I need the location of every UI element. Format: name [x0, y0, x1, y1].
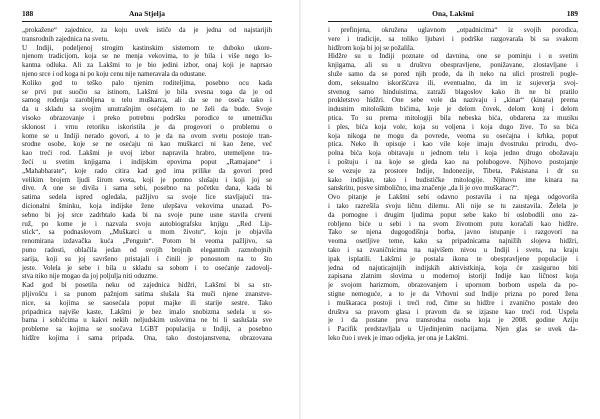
text-line: samog rođenja zarobljena u telu muškarca, ali da se ne oseća tako i — [22, 96, 272, 105]
text-line: leko čuo i uvek je imao odjeka, jer ona je Lakšmi. — [328, 333, 468, 342]
text-line: njenom tradicijom, koja se ne menja vekovima, to je bila i više nego lo- — [22, 52, 272, 61]
text-line: robljeno biće u sebi i na svom životnom putu koračali kao hidžre. — [328, 219, 578, 228]
text-line: hidžre kojima i sama pripada. Ona, tako dostojanstvena, obrazovana — [22, 333, 272, 342]
text-line: Tako se njena dugogodišnja borba, javno istupanje i razgovori na — [328, 228, 578, 237]
text-line: ptica. Neko ih opisuje i kao vile koje imaju dvostruku prirodu, dvo- — [328, 140, 578, 149]
text-line: tako i sa zvaničnicima na najvišem nivou u Indiji i svetu, na kraju — [328, 245, 578, 254]
running-head-title: Ona, Lakšmi — [432, 9, 474, 18]
text-line: srodne osobe, koje se ne osećaju ni kao muškarci ni kao žene, već — [22, 140, 272, 149]
running-head-author: Ana Stjelja — [128, 9, 166, 18]
text-line: stigne nemoguće, a to je da Vrhovni sud Indije prizna po pored žena — [328, 289, 578, 298]
text-line: Hidžre su u Indiji poznate od davnina, one se pominju i u svetim — [328, 52, 578, 61]
text-line: puno radosti, oblačila jedan od svojih brojnih elegantnih raznobojnih — [22, 245, 272, 254]
text-line: i Pacifik predstavljala u Ujedinjenim nacijama. Njen glas se uvek da- — [328, 325, 578, 334]
page-number-right: 189 — [566, 9, 578, 18]
text-line: pljivošću i sa punom pažnjom satima slušala šta muči njene znanstve- — [22, 289, 272, 298]
text-line: i muškaraca postoji i treći rod, čime su hidžre i zvanično postale deo — [328, 298, 578, 307]
text-line: da pomogne i drugim ljudima poput sebe kako bi oslobodili ono za- — [328, 210, 578, 219]
text-line: je i da postane prva transrodna osoba koja je 2008. godine Aziju — [328, 316, 578, 325]
left-page — [22, 0, 272, 419]
text-line: renomirana izdavačka kuća „Penguin“. Potom bi veoma pažljivo, sa — [22, 237, 272, 246]
header-rule-right — [328, 21, 578, 22]
text-line: Kad god bi posetila neku od zajednica hidžri, Lakšmi bi sa str- — [22, 281, 272, 290]
text-line: Koliko god to teško palo njenim roditeljima, posebno ocu kada — [22, 78, 272, 87]
right-page-body — [328, 26, 578, 343]
book-gutter — [299, 0, 301, 419]
text-line: je svojom harizmom, obrazovanjem i upornom borbom uspela da po- — [328, 281, 578, 290]
text-line: sebno bi joj srce zadrhtalo kada bi na svoje pune usne stavila crveni — [22, 210, 272, 219]
text-line: transrodnih zajednica na svetu. — [22, 34, 109, 43]
text-line: hidžrom koja bi joj se požalila. — [328, 43, 415, 52]
text-line: indusnim mitološkim bićima, koje je delom čovek, delom konj i delom — [328, 105, 578, 114]
text-line: dive. A one se divila i sama sebi, posebno na početku dana, kada bi — [22, 184, 272, 193]
text-line: ruž, po kome je i nazvala svoju autobiografsku knjigu „Red Lip- — [22, 219, 272, 228]
right-page — [328, 0, 578, 419]
text-line: jeste. Volela je sebe i bila u skladu sa sobom i to osećanje zadovolj- — [22, 263, 272, 272]
text-line: „prokažene“ zajednice, za koju uvek ističe da je jedna od najstarijih — [22, 26, 272, 34]
text-line: koja nikoga ne mogu da povrede, veoma su osećajna i krhka, poput — [328, 131, 578, 140]
right-running-head — [328, 8, 578, 20]
text-line: probleme sa kojima se suočava LGBT populacija u Indiji, a posebno — [22, 325, 272, 334]
text-line: žeći u svetim knjigama i indijskim epovima poput „Ramajane“ i — [22, 157, 272, 166]
text-line: društva sa pravom glasa i pravom da se izjasne kao treći rod. Uspela — [328, 307, 578, 316]
text-line: se vezuje za prostore Indije, Indonezije, Tibeta, Pakistana i dr su — [328, 166, 578, 175]
header-rule-left — [22, 21, 272, 22]
text-line: njeno srce i od koga ni po koju cenu nije nameravala da odustane. — [22, 69, 207, 78]
text-line: ipak isplatili. Lakšmi je postala ikona te obespravljene populacije i — [328, 254, 578, 263]
text-line: stick“, sa podnaslovom „Muškarci u mom životu“, koju je objavila — [22, 228, 272, 237]
text-line: kao treći rod. Lakšmi je uvoj izbor napravila hrabro, utemeljene tra- — [22, 149, 272, 158]
text-line: veoma osetljive teme, kako sa pripadnicama najnižih slojeva hidžri, — [328, 237, 578, 246]
text-line: „Mahabharate“, koje rado citira kad god ima prilike da govori pred — [22, 166, 272, 175]
text-line: kako indijske, tako i budističke mitologije. Njihovo ime kinara na — [328, 175, 578, 184]
text-line: U Indiji, podeljenoj strogim kastinskim sistemom te duboko ukore- — [22, 43, 272, 52]
text-line: nice, sa kojima se saosećala poput majke ili starije sestre. Tako — [22, 298, 272, 307]
text-line: velikim brojem ljudi širom sveta, koji je pomno slušaju i koji joj se — [22, 175, 272, 184]
text-line: knjigama, ali su u društvu obespravljene, ponižavane, zlostavljane i — [328, 61, 578, 70]
text-line: kome se u Indiji nerado govori, a to je da na ovom svetu postoje tran- — [22, 131, 272, 140]
text-line: polna bića koja obitavaju u jednom telu i koja jedno drugo obožavaju — [328, 149, 578, 158]
text-line: ptica. To su prema mitologiji bila nebeska bića, obdarena za muziku — [328, 113, 578, 122]
text-line: i prefinjena, okružena uglavnom „otpadnicima“ iz svojih porodica, — [328, 26, 578, 34]
text-line: i tako razrešila svoju ličnu dilemu. Ali nije se tu zaustavila. Želela je — [328, 201, 578, 210]
text-line: stvenog samo hinduistima, zatraži blagoslov kako ih ne bi pratilo — [328, 87, 578, 96]
text-line: zapisana zlatnim slovima u modernoj istoriji Indije kao ličnost koja — [328, 272, 578, 281]
left-page-body — [22, 26, 272, 343]
page-number-left: 188 — [22, 9, 34, 18]
text-line: Ovo pitanje je Lakšmi sebi odavno postavila i na njega odgovorila — [328, 193, 578, 202]
text-line: sanskritu, posve simbolično, ima značenje „da li je ovo muškarac?“. — [328, 184, 519, 193]
text-line: prokletstvo hidžri. One sebe vole da nazivaju i „kinar“ (kinara) prema — [328, 96, 578, 105]
text-line: se prvi put suočio sa istinom, Lakšmi je bila svesna toga da je od — [22, 87, 272, 96]
text-line: služe samo da se pored njih prođe, da ih neko na ulici prostreli pogle- — [328, 69, 578, 78]
text-line: vere i tradicije, sa toliko ljubavi i podrške razgovarala bi sa svakom — [328, 34, 578, 43]
text-line: stva niko nije mogao da joj poljulja niti oduzme. — [22, 272, 158, 281]
text-line: i poštuju i na koje se gleda kao na polubogove. Njihovo postojanje — [328, 157, 578, 166]
text-line: sarija, koji su joj savršeno pristajali i činili je ponosnom na to što — [22, 254, 272, 263]
text-line: satima sedela ispred ogledala, pažljivo sa svoje lice stavljajući tra- — [22, 193, 272, 202]
text-line: dicionalni šminku, koja indijske žene ulepšava vekovima unazad. Po- — [22, 201, 272, 210]
text-line: bama i sobičcima u kakvi nekih neljudskim uslovima ne bi li saslušala sve — [22, 316, 272, 325]
text-line: kantna odluka. Ali za Lakšmi to je bio jedini izbor, onaj koji je naprsao — [22, 61, 272, 70]
text-line: dom, seksualno iskorišćava ili, eventualno, da im iz sujeverja svoj- — [328, 78, 578, 87]
text-line: jedna od najuticajnijih indijskih aktivistkinja, koja će zasigurno biti — [328, 263, 578, 272]
left-running-head — [22, 8, 272, 20]
text-line: sklonost i vrnu retoriku iskoristila je da progovori o problemu o — [22, 122, 272, 131]
text-line: da u skladu sa svojim unutrašnjim osećajem to ne želi da bude. Svoje — [22, 105, 272, 114]
text-line: visoko obrazovanje i preko potrebnu podršku porodice te umetničku — [22, 113, 272, 122]
text-line: i ples, bića koja vole, koja su voljena i koja dugo žive. To su bića — [328, 122, 578, 131]
text-line: pripadnica najviše kaste, Lakšmi je bez imalo snobizma sedela u so- — [22, 307, 272, 316]
